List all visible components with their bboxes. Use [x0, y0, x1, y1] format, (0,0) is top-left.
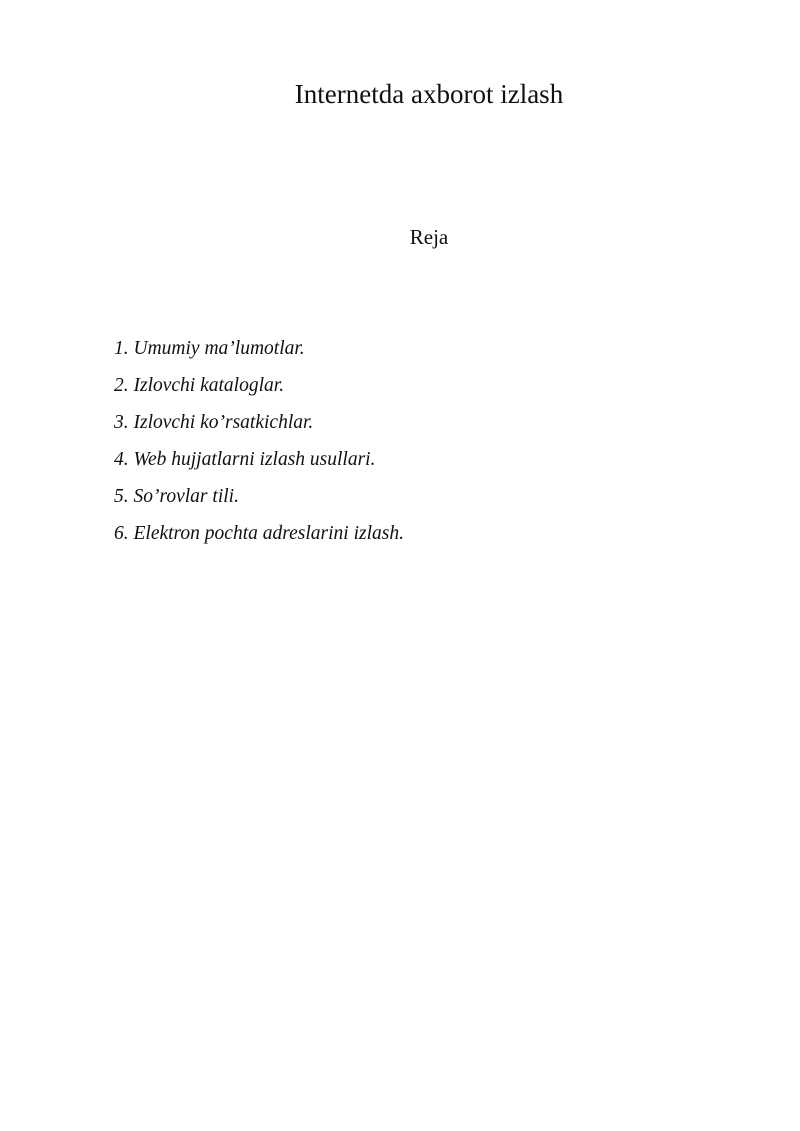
plan-item: 6. Elektron pochta adreslarini izlash.	[114, 523, 404, 544]
plan-item: 3. Izlovchi ko’rsatkichlar.	[114, 412, 314, 433]
section-heading: Reja	[409, 225, 449, 249]
plan-item: 5. So’rovlar tili.	[114, 486, 239, 507]
plan-item: 1. Umumiy ma’lumotlar.	[114, 338, 305, 359]
plan-item: 2. Izlovchi kataloglar.	[114, 375, 285, 396]
document-title: Internetda axborot izlash	[294, 79, 564, 109]
plan-item: 4. Web hujjatlarni izlash usullari.	[114, 449, 376, 470]
plan-list	[114, 330, 404, 552]
